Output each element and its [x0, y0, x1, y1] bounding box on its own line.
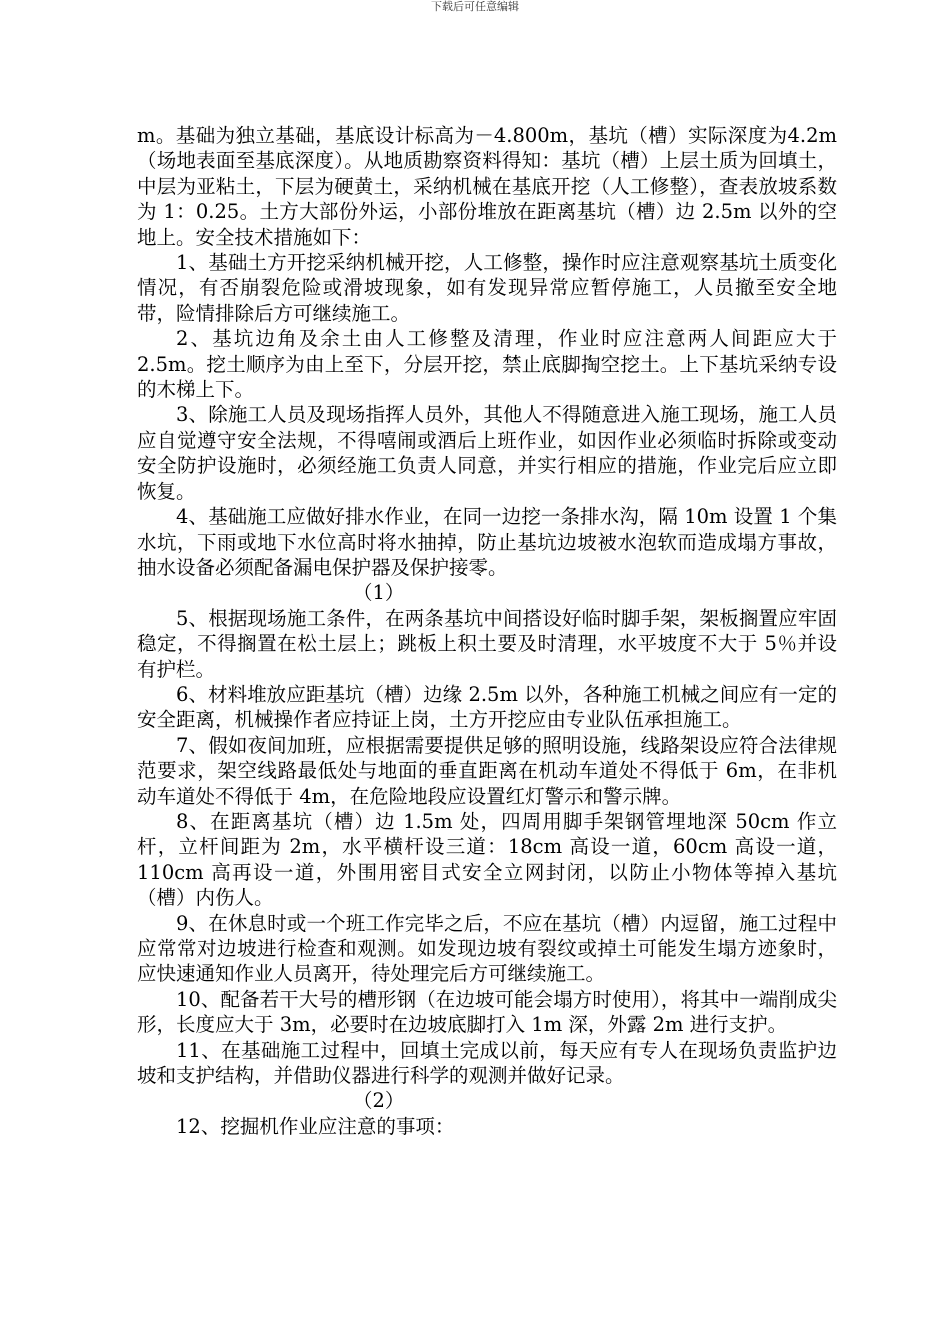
section-number-1: （1） — [353, 581, 405, 605]
measure-11-paragraph: 11、在基础施工过程中，回填土完成以前，每天应有专人在现场负责监护边坡和支护结构，并借助仪器进行科学的观测并做好记录。 — [137, 1038, 837, 1088]
measure-8-paragraph: 8、在距离基坑（槽）边 1.5m 处，四周用脚手架钢管埋地深 50cm 作立杆，立杆间距为 2m，水平横杆设三道：18cm 高设一道，60cm 高设一道，110cm 高再设一道，外围用密目式安全立网封闭，以防止小物体等掉入基坑（槽）内伤人。 — [137, 809, 837, 910]
measure-4-paragraph: 4、基础施工应做好排水作业，在同一边挖一条排水沟，隔 10m 设置 1 个集水坑，下雨或地下水位高时将水抽掉，防止基坑边坡被水泡软而造成塌方事故，抽水设备必须配备漏电保护器及保护接零。 — [137, 505, 837, 579]
measure-6-paragraph: 6、材料堆放应距基坑（槽）边缘 2.5m 以外，各种施工机械之间应有一定的安全距离，机械操作者应持证上岗，土方开挖应由专业队伍承担施工。 — [137, 682, 837, 732]
measure-7-paragraph: 7、假如夜间加班，应根据需要提供足够的照明设施，线路架设应符合法律规范要求，架空线路最低处与地面的垂直距离在机动车道处不得低于 6m，在非机动车道处不得低于 4m，在危险地段应设置红灯警示和警示牌。 — [137, 733, 837, 808]
measure-10-paragraph: 10、配备若干大号的槽形钢（在边坡可能会塌方时使用），将其中一端削成尖形，长度应大于 3m，必要时在边坡底脚打入 1m 深，外露 2m 进行支护。 — [137, 987, 837, 1037]
document-body — [137, 123, 837, 1139]
measure-5-paragraph: 5、根据现场施工条件，在两条基坑中间搭设好临时脚手架，架板搁置应牢固稳定，不得搁置在松土层上；跳板上积土要及时清理，水平坡度不大于 5％并设有护栏。 — [137, 606, 837, 681]
measure-9-paragraph: 9、在休息时或一个班工作完毕之后，不应在基坑（槽）内逗留，施工过程中应常常对边坡进行检查和观测。如发现边坡有裂纹或掉土可能发生塌方迹象时，应快速通知作业人员离开，待处理完后方可继续施工。 — [137, 911, 837, 986]
measure-2-paragraph: 2、基坑边角及余土由人工修整及清理，作业时应注意两人间距应大于 2.5m。挖土顺序为由上至下，分层开挖，禁止底脚掏空挖土。上下基坑采纳专设的木梯上下。 — [137, 327, 837, 402]
measure-1-paragraph: 1、基础土方开挖采纳机械开挖，人工修整，操作时应注意观察基坑土质变化情况，有否崩裂危险或滑坡现象，如有发现异常应暂停施工，人员撤至安全地带，险情排除后方可继续施工。 — [137, 251, 837, 325]
page-header-note: 下载后可任意编辑 — [431, 0, 519, 13]
section-number-2: （2） — [353, 1089, 405, 1113]
measure-3-paragraph: 3、除施工人员及现场指挥人员外，其他人不得随意进入施工现场，施工人员应自觉遵守安全法规，不得嘻闹或酒后上班作业，如因作业必须临时拆除或变动安全防护设施时，必须经施工负责人同意，并实行相应的措施，作业完后应立即恢复。 — [137, 403, 837, 503]
intro-paragraph: m。基础为独立基础，基底设计标高为－4.800m，基坑（槽）实际深度为4.2m（场地表面至基底深度）。从地质勘察资料得知：基坑（槽）上层土质为回填土，中层为亚粘土，下层为硬黄土，采纳机械在基底开挖（人工修整），查表放坡系数为 1：0.25。土方大部份外运，小部份堆放在距离基坑（槽）边 2.5m 以外的空地上。安全技术措施如下： — [137, 124, 837, 249]
measure-12-paragraph: 12、挖掘机作业应注意的事项： — [176, 1114, 455, 1138]
